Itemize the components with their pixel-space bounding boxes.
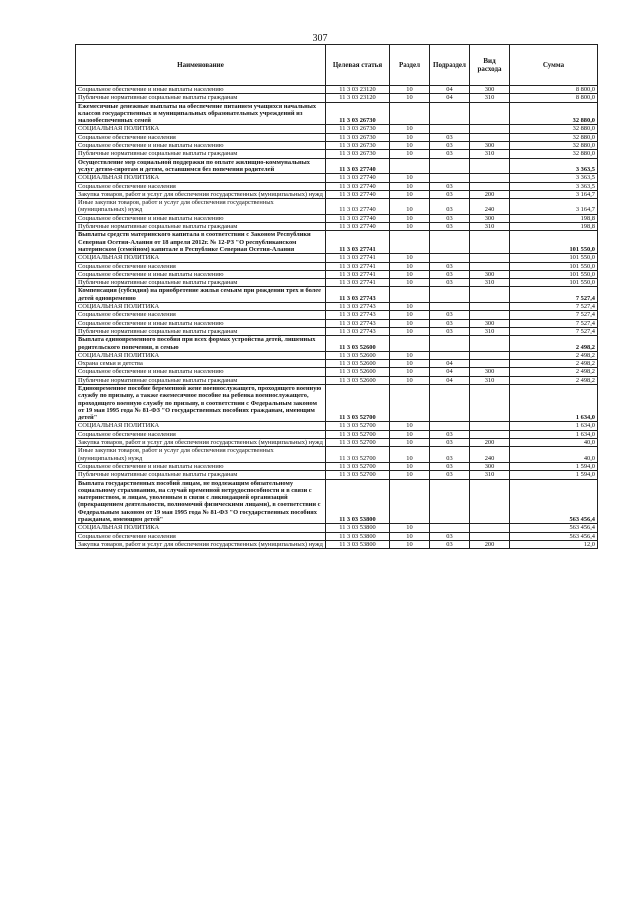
cell-section: 10 xyxy=(390,532,430,540)
cell-amount: 1 634,0 xyxy=(510,430,598,438)
cell-subsection: 03 xyxy=(430,133,470,141)
cell-subsection xyxy=(430,174,470,182)
cell-subsection: 04 xyxy=(430,94,470,102)
cell-amount: 1 594,0 xyxy=(510,462,598,470)
cell-target: 11 3 03 26730 xyxy=(326,125,390,133)
cell-target: 11 3 03 52600 xyxy=(326,351,390,359)
cell-name: Социальное обеспечение и иные выплаты населению xyxy=(76,142,326,150)
cell-section xyxy=(390,102,430,125)
cell-name: СОЦИАЛЬНАЯ ПОЛИТИКА xyxy=(76,125,326,133)
cell-section: 10 xyxy=(390,214,430,222)
cell-amount: 3 164,7 xyxy=(510,190,598,198)
cell-expense-type: 310 xyxy=(470,279,510,287)
cell-expense-type xyxy=(470,422,510,430)
cell-section xyxy=(390,479,430,524)
table-row xyxy=(76,351,598,359)
cell-expense-type xyxy=(470,524,510,532)
table-row xyxy=(76,479,598,524)
cell-target: 11 3 03 27741 xyxy=(326,254,390,262)
cell-target: 11 3 03 26730 xyxy=(326,150,390,158)
cell-expense-type xyxy=(470,182,510,190)
cell-expense-type: 300 xyxy=(470,462,510,470)
cell-expense-type xyxy=(470,336,510,352)
cell-expense-type: 300 xyxy=(470,368,510,376)
cell-subsection: 03 xyxy=(430,447,470,463)
cell-target: 11 3 03 27741 xyxy=(326,279,390,287)
cell-amount: 3 164,7 xyxy=(510,199,598,215)
cell-target: 11 3 03 23120 xyxy=(326,94,390,102)
table-row xyxy=(76,279,598,287)
cell-subsection xyxy=(430,287,470,303)
cell-name: Социальное обеспечение и иные выплаты населению xyxy=(76,319,326,327)
page-number: 307 xyxy=(312,33,328,44)
cell-target: 11 3 03 27741 xyxy=(326,231,390,254)
table-row xyxy=(76,142,598,150)
cell-section: 10 xyxy=(390,303,430,311)
cell-subsection: 03 xyxy=(430,532,470,540)
cell-section: 10 xyxy=(390,182,430,190)
cell-target: 11 3 03 52700 xyxy=(326,447,390,463)
cell-expense-type: 240 xyxy=(470,447,510,463)
cell-name: Социальное обеспечение населения xyxy=(76,311,326,319)
table-row xyxy=(76,360,598,368)
cell-amount: 32 880,0 xyxy=(510,133,598,141)
cell-expense-type xyxy=(470,125,510,133)
cell-section: 10 xyxy=(390,150,430,158)
cell-expense-type: 310 xyxy=(470,94,510,102)
cell-section: 10 xyxy=(390,190,430,198)
cell-subsection: 03 xyxy=(430,327,470,335)
table-row xyxy=(76,174,598,182)
cell-name: Закупка товаров, работ и услуг для обеспечения государственных (муниципальных) нужд xyxy=(76,439,326,447)
cell-section xyxy=(390,384,430,421)
cell-subsection xyxy=(430,422,470,430)
cell-target: 11 3 03 27743 xyxy=(326,319,390,327)
cell-target: 11 3 03 27741 xyxy=(326,262,390,270)
cell-target: 11 3 03 53800 xyxy=(326,532,390,540)
cell-target: 11 3 03 53800 xyxy=(326,540,390,548)
table-row xyxy=(76,376,598,384)
header-subsection: Подраздел xyxy=(430,45,470,86)
cell-section: 10 xyxy=(390,94,430,102)
cell-section: 10 xyxy=(390,327,430,335)
table-row xyxy=(76,439,598,447)
table-row xyxy=(76,311,598,319)
cell-section: 10 xyxy=(390,447,430,463)
cell-amount: 32 880,0 xyxy=(510,142,598,150)
cell-name: Социальное обеспечение населения xyxy=(76,532,326,540)
cell-amount: 8 800,0 xyxy=(510,94,598,102)
cell-target: 11 3 03 52700 xyxy=(326,462,390,470)
table-row xyxy=(76,199,598,215)
cell-amount: 3 363,5 xyxy=(510,158,598,174)
cell-name: Публичные нормативные социальные выплаты гражданам xyxy=(76,279,326,287)
cell-name: СОЦИАЛЬНАЯ ПОЛИТИКА xyxy=(76,174,326,182)
cell-target: 11 3 03 27743 xyxy=(326,327,390,335)
cell-target: 11 3 03 27740 xyxy=(326,182,390,190)
cell-section: 10 xyxy=(390,430,430,438)
cell-section: 10 xyxy=(390,351,430,359)
cell-amount: 7 527,4 xyxy=(510,319,598,327)
cell-name: Публичные нормативные социальные выплаты гражданам xyxy=(76,94,326,102)
cell-subsection: 03 xyxy=(430,540,470,548)
cell-subsection: 03 xyxy=(430,430,470,438)
cell-target: 11 3 03 27740 xyxy=(326,214,390,222)
cell-name: СОЦИАЛЬНАЯ ПОЛИТИКА xyxy=(76,303,326,311)
cell-subsection xyxy=(430,524,470,532)
table-row xyxy=(76,270,598,278)
table-row xyxy=(76,182,598,190)
cell-subsection: 03 xyxy=(430,150,470,158)
cell-target: 11 3 03 52600 xyxy=(326,368,390,376)
cell-amount: 2 498,2 xyxy=(510,376,598,384)
cell-name: Социальное обеспечение и иные выплаты населению xyxy=(76,368,326,376)
cell-amount: 12,0 xyxy=(510,540,598,548)
cell-section: 10 xyxy=(390,199,430,215)
table-row xyxy=(76,262,598,270)
cell-amount: 101 550,0 xyxy=(510,254,598,262)
cell-name: Публичные нормативные социальные выплаты гражданам xyxy=(76,150,326,158)
cell-name: Публичные нормативные социальные выплаты гражданам xyxy=(76,376,326,384)
cell-amount: 32 880,0 xyxy=(510,102,598,125)
cell-section: 10 xyxy=(390,254,430,262)
cell-subsection: 03 xyxy=(430,319,470,327)
cell-expense-type: 310 xyxy=(470,376,510,384)
cell-section: 10 xyxy=(390,311,430,319)
cell-section: 10 xyxy=(390,319,430,327)
cell-subsection xyxy=(430,336,470,352)
cell-target: 11 3 03 23120 xyxy=(326,86,390,94)
table-row xyxy=(76,86,598,94)
cell-section: 10 xyxy=(390,279,430,287)
table-row xyxy=(76,471,598,479)
cell-subsection: 03 xyxy=(430,311,470,319)
cell-name: Иные закупки товаров, работ и услуг для обеспечения государственных (муниципальных) нужд xyxy=(76,447,326,463)
cell-amount: 40,0 xyxy=(510,447,598,463)
cell-amount: 2 498,2 xyxy=(510,351,598,359)
cell-subsection xyxy=(430,351,470,359)
cell-amount: 3 363,5 xyxy=(510,182,598,190)
budget-table xyxy=(75,44,598,549)
cell-amount: 101 550,0 xyxy=(510,262,598,270)
cell-name: СОЦИАЛЬНАЯ ПОЛИТИКА xyxy=(76,254,326,262)
cell-name: Социальное обеспечение населения xyxy=(76,262,326,270)
table-row xyxy=(76,125,598,133)
table-row xyxy=(76,150,598,158)
cell-amount: 7 527,4 xyxy=(510,311,598,319)
table-row xyxy=(76,422,598,430)
cell-subsection xyxy=(430,479,470,524)
cell-name: Осуществление мер социальной поддержки по оплате жилищно-коммунальных услуг детям-сиротам и детям, оставшимся без попечения родителей xyxy=(76,158,326,174)
cell-amount: 2 498,2 xyxy=(510,368,598,376)
cell-expense-type xyxy=(470,254,510,262)
cell-amount: 101 550,0 xyxy=(510,270,598,278)
cell-section: 10 xyxy=(390,462,430,470)
cell-amount: 563 456,4 xyxy=(510,532,598,540)
cell-expense-type: 300 xyxy=(470,214,510,222)
cell-target: 11 3 03 26730 xyxy=(326,133,390,141)
cell-amount: 1 634,0 xyxy=(510,422,598,430)
cell-subsection: 04 xyxy=(430,368,470,376)
cell-expense-type: 310 xyxy=(470,223,510,231)
cell-section xyxy=(390,336,430,352)
cell-subsection xyxy=(430,231,470,254)
cell-target: 11 3 03 27743 xyxy=(326,303,390,311)
cell-expense-type: 200 xyxy=(470,190,510,198)
cell-name: Выплата единовременного пособия при всех формах устройства детей, лишенных родительского попечения, в семью xyxy=(76,336,326,352)
table-body xyxy=(76,86,598,549)
cell-name: Выплата государственных пособий лицам, не подлежащим обязательному социальному страхованию, на случай временной нетрудоспособности и в связи с материнством, и лицам, уволенным в связи с ликвидацией организаций (прекращением деятельности, полномочий физическими лицами), в соответствии с Федеральным законом от 19 мая 1995 года № 81-ФЗ "О государственных пособиях гражданам, имеющим детей" xyxy=(76,479,326,524)
cell-amount: 3 363,5 xyxy=(510,174,598,182)
table-row xyxy=(76,540,598,548)
cell-expense-type: 310 xyxy=(470,327,510,335)
cell-section: 10 xyxy=(390,125,430,133)
cell-section: 10 xyxy=(390,174,430,182)
cell-expense-type xyxy=(470,158,510,174)
cell-name: Единовременное пособие беременной жене военнослужащего, проходящего военную службу по призыву, а также ежемесячное пособие на ребенка военнослужащего, проходящего военную службу по призыву, в соответствии с Федеральным законом от 19 мая 1995 года № 81-ФЗ "О государственных пособиях гражданам, имеющим детей" xyxy=(76,384,326,421)
header-target: Целевая статья xyxy=(326,45,390,86)
table-row xyxy=(76,336,598,352)
cell-name: Социальное обеспечение населения xyxy=(76,133,326,141)
cell-subsection: 03 xyxy=(430,471,470,479)
table-header-row xyxy=(76,45,598,86)
cell-subsection: 03 xyxy=(430,270,470,278)
cell-expense-type xyxy=(470,384,510,421)
table-row xyxy=(76,102,598,125)
cell-expense-type xyxy=(470,360,510,368)
cell-section: 10 xyxy=(390,376,430,384)
table-row xyxy=(76,368,598,376)
cell-name: Публичные нормативные социальные выплаты гражданам xyxy=(76,471,326,479)
cell-name: Социальное обеспечение и иные выплаты населению xyxy=(76,270,326,278)
cell-section: 10 xyxy=(390,223,430,231)
cell-expense-type xyxy=(470,102,510,125)
cell-expense-type xyxy=(470,430,510,438)
cell-target: 11 3 03 26730 xyxy=(326,142,390,150)
cell-subsection xyxy=(430,303,470,311)
cell-name: Компенсация (субсидия) на приобретение жилья семьям при рождении трех и более детей одновременно xyxy=(76,287,326,303)
cell-target: 11 3 03 52700 xyxy=(326,384,390,421)
cell-target: 11 3 03 52600 xyxy=(326,336,390,352)
cell-target: 11 3 03 52700 xyxy=(326,430,390,438)
cell-expense-type xyxy=(470,532,510,540)
cell-subsection xyxy=(430,158,470,174)
cell-section: 10 xyxy=(390,262,430,270)
cell-subsection: 04 xyxy=(430,376,470,384)
cell-expense-type xyxy=(470,174,510,182)
cell-target: 11 3 03 52600 xyxy=(326,376,390,384)
cell-subsection: 03 xyxy=(430,223,470,231)
cell-target: 11 3 03 27743 xyxy=(326,287,390,303)
cell-section: 10 xyxy=(390,540,430,548)
cell-section: 10 xyxy=(390,86,430,94)
cell-subsection: 03 xyxy=(430,262,470,270)
cell-section: 10 xyxy=(390,142,430,150)
table-row xyxy=(76,447,598,463)
table-row xyxy=(76,223,598,231)
cell-name: Социальное обеспечение и иные выплаты населению xyxy=(76,462,326,470)
cell-target: 11 3 03 27743 xyxy=(326,311,390,319)
cell-subsection: 03 xyxy=(430,182,470,190)
cell-amount: 40,0 xyxy=(510,439,598,447)
cell-name: Выплаты средств материнского капитала в соответствии с Законом Республики Северная Осетия-Алания от 18 апреля 2012г. № 12-РЗ "О республиканском материнском (семейном) капитале в Республике Северная Осетия-Алания xyxy=(76,231,326,254)
cell-expense-type: 300 xyxy=(470,86,510,94)
cell-target: 11 3 03 52700 xyxy=(326,471,390,479)
cell-subsection: 04 xyxy=(430,360,470,368)
cell-expense-type xyxy=(470,133,510,141)
table-row xyxy=(76,158,598,174)
cell-target: 11 3 03 52700 xyxy=(326,439,390,447)
cell-amount: 198,8 xyxy=(510,214,598,222)
cell-section: 10 xyxy=(390,422,430,430)
cell-section: 10 xyxy=(390,270,430,278)
table-row xyxy=(76,287,598,303)
cell-amount: 198,8 xyxy=(510,223,598,231)
cell-section xyxy=(390,287,430,303)
cell-expense-type: 200 xyxy=(470,540,510,548)
header-name: Наименование xyxy=(76,45,326,86)
table-row xyxy=(76,254,598,262)
table-row xyxy=(76,327,598,335)
cell-name: Иные закупки товаров, работ и услуг для обеспечения государственных (муниципальных) нужд xyxy=(76,199,326,215)
cell-section: 10 xyxy=(390,471,430,479)
cell-subsection xyxy=(430,102,470,125)
cell-section xyxy=(390,231,430,254)
cell-name: Публичные нормативные социальные выплаты гражданам xyxy=(76,223,326,231)
cell-expense-type: 240 xyxy=(470,199,510,215)
cell-name: Закупка товаров, работ и услуг для обеспечения государственных (муниципальных) нужд xyxy=(76,190,326,198)
cell-name: Охрана семьи и детства xyxy=(76,360,326,368)
cell-expense-type xyxy=(470,287,510,303)
cell-amount: 1 634,0 xyxy=(510,384,598,421)
cell-section: 10 xyxy=(390,524,430,532)
cell-amount: 7 527,4 xyxy=(510,287,598,303)
cell-subsection: 04 xyxy=(430,86,470,94)
cell-subsection xyxy=(430,254,470,262)
cell-name: Публичные нормативные социальные выплаты гражданам xyxy=(76,327,326,335)
cell-subsection xyxy=(430,384,470,421)
header-amount: Сумма xyxy=(510,45,598,86)
cell-name: СОЦИАЛЬНАЯ ПОЛИТИКА xyxy=(76,422,326,430)
cell-amount: 101 550,0 xyxy=(510,231,598,254)
cell-amount: 2 498,2 xyxy=(510,336,598,352)
cell-target: 11 3 03 52700 xyxy=(326,422,390,430)
cell-amount: 2 498,2 xyxy=(510,360,598,368)
cell-section: 10 xyxy=(390,360,430,368)
cell-expense-type: 200 xyxy=(470,439,510,447)
cell-amount: 8 800,0 xyxy=(510,86,598,94)
table-row xyxy=(76,430,598,438)
cell-amount: 32 880,0 xyxy=(510,150,598,158)
cell-name: Социальное обеспечение и иные выплаты населению xyxy=(76,86,326,94)
cell-amount: 1 594,0 xyxy=(510,471,598,479)
cell-amount: 101 550,0 xyxy=(510,279,598,287)
cell-expense-type: 310 xyxy=(470,471,510,479)
cell-target: 11 3 03 27741 xyxy=(326,270,390,278)
cell-amount: 563 456,4 xyxy=(510,479,598,524)
cell-subsection: 03 xyxy=(430,214,470,222)
table-row xyxy=(76,190,598,198)
cell-name: Социальное обеспечение населения xyxy=(76,182,326,190)
cell-amount: 7 527,4 xyxy=(510,327,598,335)
cell-name: СОЦИАЛЬНАЯ ПОЛИТИКА xyxy=(76,524,326,532)
cell-expense-type: 310 xyxy=(470,150,510,158)
table-row xyxy=(76,319,598,327)
cell-target: 11 3 03 52600 xyxy=(326,360,390,368)
cell-section: 10 xyxy=(390,439,430,447)
cell-amount: 563 456,4 xyxy=(510,524,598,532)
cell-target: 11 3 03 27740 xyxy=(326,174,390,182)
table-row xyxy=(76,214,598,222)
cell-expense-type: 300 xyxy=(470,319,510,327)
cell-subsection: 03 xyxy=(430,439,470,447)
cell-target: 11 3 03 27740 xyxy=(326,223,390,231)
cell-subsection: 03 xyxy=(430,190,470,198)
table-row xyxy=(76,384,598,421)
table-row xyxy=(76,462,598,470)
cell-expense-type xyxy=(470,231,510,254)
cell-expense-type xyxy=(470,351,510,359)
cell-subsection: 03 xyxy=(430,279,470,287)
cell-amount: 32 880,0 xyxy=(510,125,598,133)
cell-target: 11 3 03 27740 xyxy=(326,199,390,215)
cell-section xyxy=(390,158,430,174)
cell-target: 11 3 03 26730 xyxy=(326,102,390,125)
cell-subsection: 03 xyxy=(430,462,470,470)
table-row xyxy=(76,231,598,254)
cell-amount: 7 527,4 xyxy=(510,303,598,311)
cell-name: Социальное обеспечение населения xyxy=(76,430,326,438)
cell-expense-type xyxy=(470,303,510,311)
cell-name: Закупка товаров, работ и услуг для обеспечения государственных (муниципальных) нужд xyxy=(76,540,326,548)
cell-expense-type xyxy=(470,311,510,319)
cell-expense-type xyxy=(470,262,510,270)
cell-name: СОЦИАЛЬНАЯ ПОЛИТИКА xyxy=(76,351,326,359)
cell-subsection xyxy=(430,125,470,133)
cell-subsection: 03 xyxy=(430,199,470,215)
cell-target: 11 3 03 53800 xyxy=(326,479,390,524)
cell-target: 11 3 03 27740 xyxy=(326,190,390,198)
cell-expense-type: 300 xyxy=(470,270,510,278)
header-section: Раздел xyxy=(390,45,430,86)
cell-expense-type: 300 xyxy=(470,142,510,150)
cell-target: 11 3 03 53800 xyxy=(326,524,390,532)
cell-name: Социальное обеспечение и иные выплаты населению xyxy=(76,214,326,222)
table-row xyxy=(76,133,598,141)
cell-name: Ежемесячные денежные выплаты на обеспечение питанием учащихся начальных классов государственных и муниципальных образовательных учреждений из малообеспеченных семей xyxy=(76,102,326,125)
cell-subsection: 03 xyxy=(430,142,470,150)
table-row xyxy=(76,303,598,311)
table-row xyxy=(76,524,598,532)
cell-section: 10 xyxy=(390,368,430,376)
cell-target: 11 3 03 27740 xyxy=(326,158,390,174)
cell-expense-type xyxy=(470,479,510,524)
table-row xyxy=(76,94,598,102)
cell-section: 10 xyxy=(390,133,430,141)
header-expense-type: Вид расхода xyxy=(470,45,510,86)
table-row xyxy=(76,532,598,540)
